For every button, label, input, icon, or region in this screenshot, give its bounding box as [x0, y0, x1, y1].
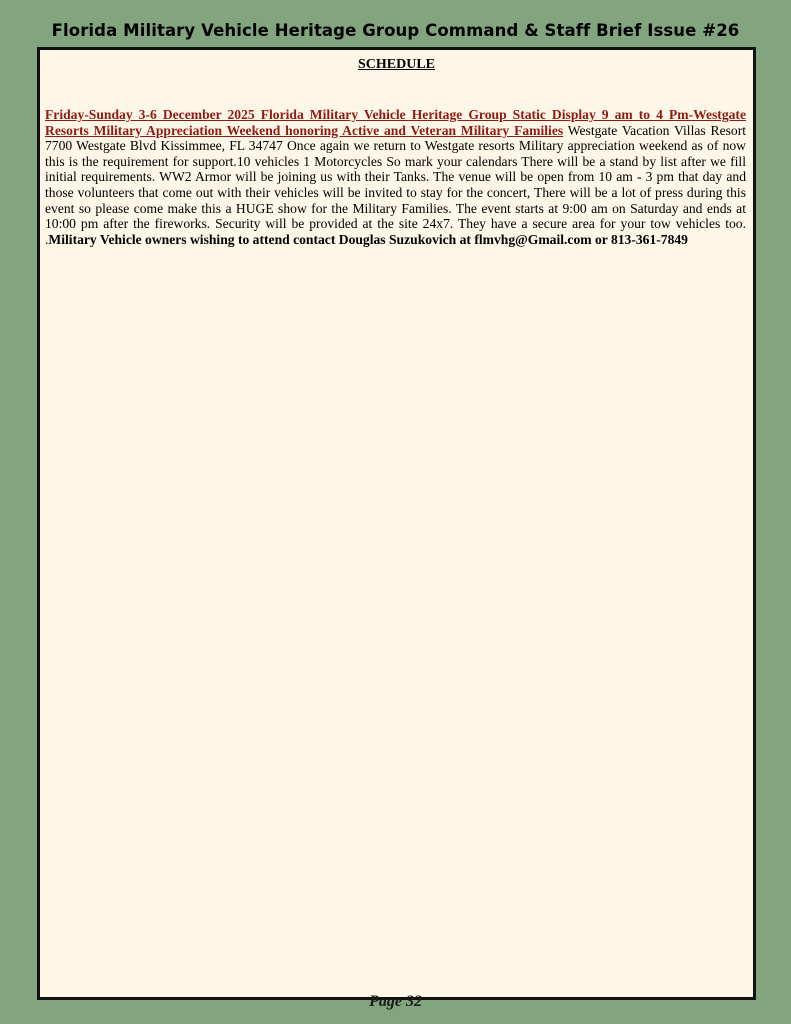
page-number: Page 32: [369, 993, 422, 1010]
schedule-entry: [45, 107, 746, 247]
section-heading: SCHEDULE: [357, 57, 436, 72]
event-headline: Friday-Sunday 3-6 December 2025 Florida Military Vehicle Heritage Group Static Display 9 am to 4 Pm-Westgate Resorts Military Appreciation Weekend honoring Active and Veteran Military Families: [45, 107, 746, 138]
event-description: Westgate Vacation Villas Resort 7700 Westgate Blvd Kissimmee, FL 34747 Once again we return to Westgate resorts Military appreciation weekend as of now this is the requirement for support.10 vehicles 1 Motorcycles So mark your calendars There will be a stand by list after we fill initial requirements. WW2 Armor will be joining us with their Tanks. The venue will be open from 10 am - 3 pm that day and those volunteers that come out with their vehicles will be invited to stay for the concert, There will be a lot of press during this event so please come make this a HUGE show for the Military Families. The event starts at 9:00 am on Saturday and ends at 10:00 pm after the fireworks. Security will be provided at the site 24x7. They have a secure area for your tow vehicles too. .: [45, 122, 747, 247]
newsletter-title: Florida Military Vehicle Heritage Group Command & Staff Brief Issue #26: [51, 21, 740, 40]
event-contact: Military Vehicle owners wishing to attend contact Douglas Suzukovich at flmvhg@Gmail.com or 813-361-7849: [48, 231, 688, 247]
content-panel: [37, 47, 756, 1000]
